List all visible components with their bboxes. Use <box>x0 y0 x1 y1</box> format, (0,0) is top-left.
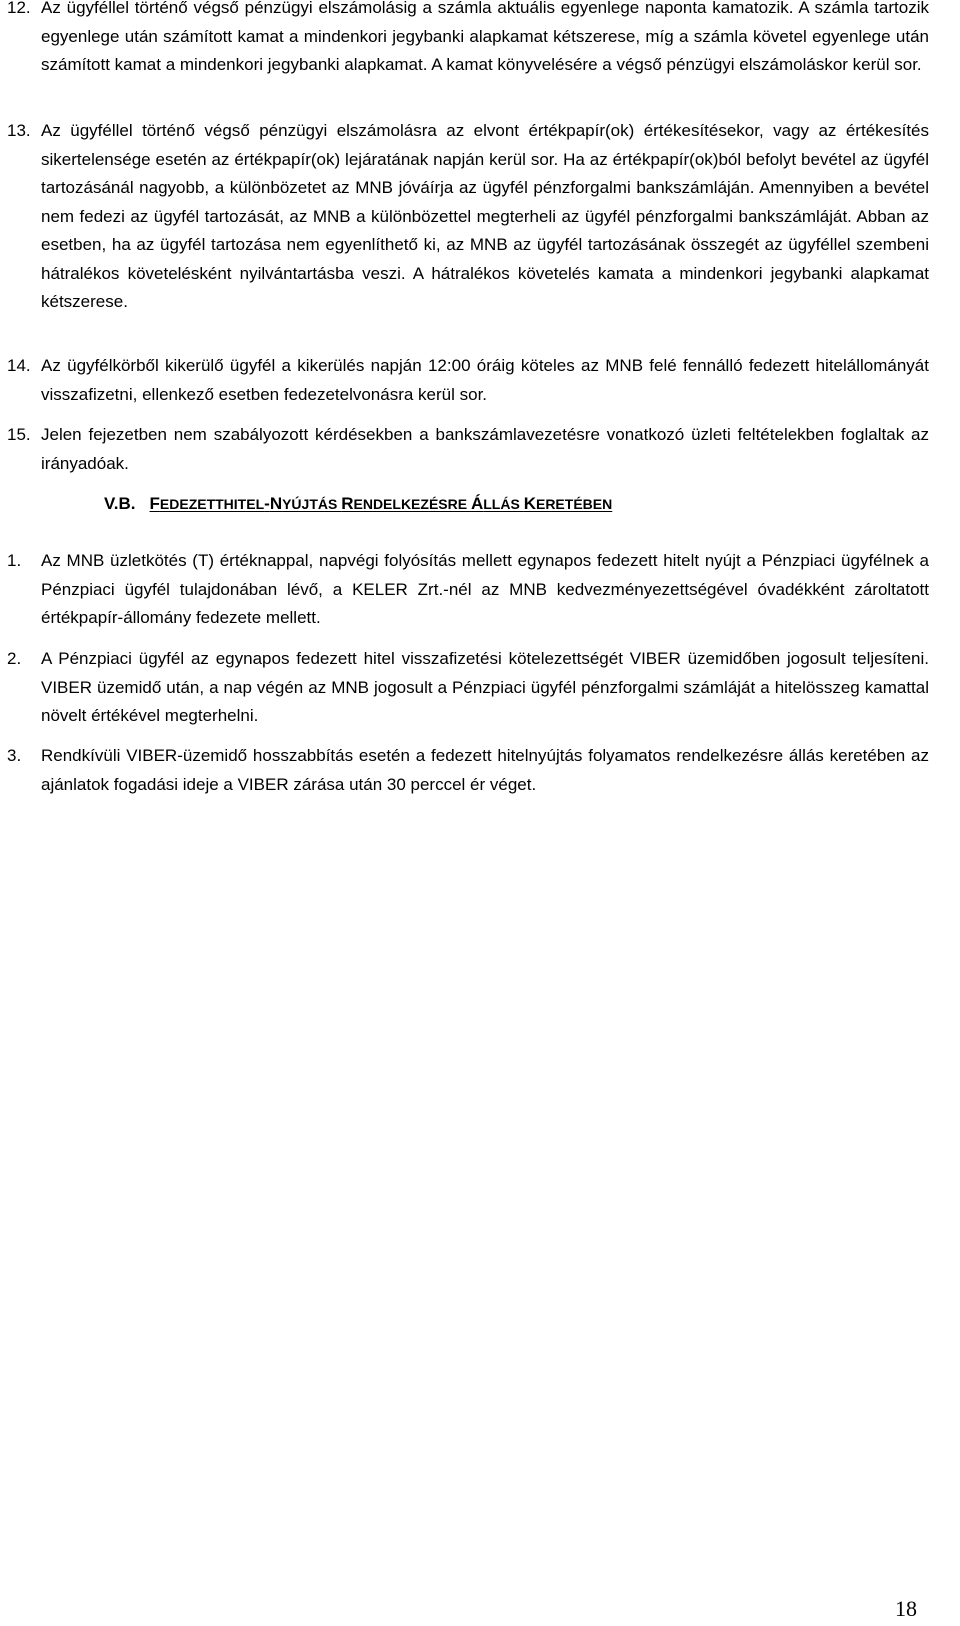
list-item-15 <box>7 421 929 478</box>
item-text: Jelen fejezetben nem szabályozott kérdésekben a bankszámlavezetésre vonatkozó üzleti feltételekben foglaltak az irányadóak. <box>41 425 929 473</box>
item-text: Az ügyféllel történő végső pénzügyi elszámolásra az elvont értékpapír(ok) értékesítésekor, vagy az értékesítés sikertelensége esetén az értékpapír(ok) lejáratának napján kerül sor. Ha az értékpapír(ok)ból befolyt bevétel az ügyfél tartozásánál nagyobb, a különbözetet az MNB jóváírja az ügyfél pénzforgalmi bankszámláján. Amennyiben a bevétel nem fedezi az ügyfél tartozását, az MNB a különbözettel megterheli az ügyfél pénzforgalmi bankszámláját. Abban az esetben, ha az ügyfél tartozása nem egyenlíthető ki, az MNB az ügyfél tartozásának összegét az ügyféllel szembeni hátralékos követelésként nyilvántartásba veszi. A hátralékos követelés kamata a mindenkori jegybanki alapkamat kétszerese. <box>41 121 929 311</box>
item-text: Az MNB üzletkötés (T) értéknappal, napvégi folyósítás mellett egynapos fedezett hitelt nyújt a Pénzpiaci ügyfélnek a Pénzpiaci ügyfél tulajdonában lévő, a KELER Zrt.-nél az MNB kedvezményezettségével óvadékként zároltatott értékpapír-állomány fedezete mellett. <box>41 551 929 627</box>
section-number: V.B. <box>104 494 136 513</box>
list-item-2 <box>7 645 929 731</box>
item-text: Az ügyfélkörből kikerülő ügyfél a kikerülés napján 12:00 óráig köteles az MNB felé fennálló fedezett hitelállományát visszafizetni, ellenkező esetben fedezetelvonásra kerül sor. <box>41 356 929 404</box>
item-number: 14. <box>7 356 31 375</box>
item-number: 12. <box>7 0 31 17</box>
item-number: 3. <box>7 746 22 765</box>
section-title: FEDEZETTHITEL-NYÚJTÁS RENDELKEZÉSRE ÁLLÁS KERETÉBEN <box>149 494 613 513</box>
item-number: 13. <box>7 121 31 140</box>
section-heading <box>104 494 612 514</box>
list-item-14 <box>7 352 929 409</box>
item-number: 2. <box>7 649 22 668</box>
item-text: A Pénzpiaci ügyfél az egynapos fedezett hitel visszafizetési kötelezettségét VIBER üzemidőben jogosult teljesíteni. VIBER üzemidő után, a nap végén az MNB jogosult a Pénzpiaci ügyfél pénzforgalmi számláját a hitelösszeg kamattal növelt értékével megterhelni. <box>41 649 929 725</box>
page-number: 18 <box>895 1596 917 1621</box>
item-text: Az ügyféllel történő végső pénzügyi elszámolásig a számla aktuális egyenlege naponta kamatozik. A számla tartozik egyenlege után számított kamat a mindenkori jegybanki alapkamat kétszerese, míg a számla követel egyenlege után számított kamat a mindenkori jegybanki alapkamat. A kamat könyvelésére a végső pénzügyi elszámoláskor kerül sor. <box>41 0 929 74</box>
list-item-3 <box>7 742 929 799</box>
list-item-1 <box>7 547 929 633</box>
list-item-13 <box>7 117 929 317</box>
list-item-12 <box>7 0 929 80</box>
item-number: 1. <box>7 551 22 570</box>
item-text: Rendkívüli VIBER-üzemidő hosszabbítás esetén a fedezett hitelnyújtás folyamatos rendelkezésre állás keretében az ajánlatok fogadási ideje a VIBER zárása után 30 perccel ér véget. <box>41 746 929 794</box>
item-number: 15. <box>7 425 31 444</box>
